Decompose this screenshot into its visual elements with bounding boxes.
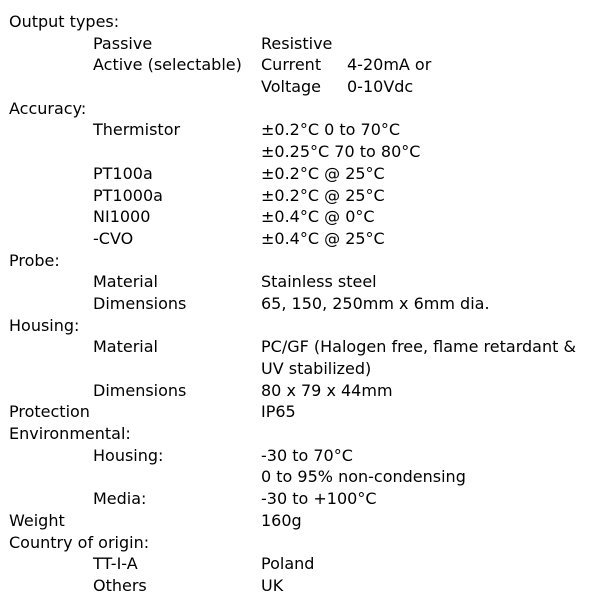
spec-label: PT100a: [93, 163, 153, 183]
spec-row: [9, 119, 594, 141]
spec-label: Thermistor: [93, 120, 181, 140]
spec-value: Poland: [261, 554, 315, 574]
spec-value: Stainless steel: [261, 272, 377, 292]
spec-value: 160g: [261, 510, 302, 530]
probe-heading: Probe:: [9, 250, 60, 270]
spec-value: 4-20mA or: [347, 55, 432, 75]
spec-row: [9, 358, 594, 380]
spec-section-heading: [9, 532, 594, 554]
spec-label: Dimensions: [93, 293, 187, 313]
housing-heading: Housing:: [9, 315, 80, 335]
spec-label: TT-I-A: [93, 554, 138, 574]
spec-sheet: [9, 11, 594, 597]
spec-label: Housing:: [93, 445, 164, 465]
spec-section-heading: [9, 423, 594, 445]
spec-row: [9, 163, 594, 185]
protection-label: Protection: [9, 402, 90, 422]
spec-label: Dimensions: [93, 380, 187, 400]
spec-value: ±0.25°C 70 to 80°C: [261, 142, 421, 162]
spec-value: 65, 150, 250mm x 6mm dia.: [261, 293, 490, 313]
spec-section-heading: [9, 98, 594, 120]
spec-row: [9, 380, 594, 402]
spec-value: Resistive: [261, 33, 333, 53]
spec-row: [9, 575, 594, 597]
spec-value: -30 to 70°C: [261, 445, 353, 465]
spec-label: Material: [93, 337, 158, 357]
spec-row: [9, 76, 594, 98]
environmental-heading: Environmental:: [9, 424, 131, 444]
spec-value: UK: [261, 575, 284, 595]
accuracy-heading: Accuracy:: [9, 98, 87, 118]
spec-label: PT1000a: [93, 185, 163, 205]
spec-sublabel: Voltage: [261, 77, 322, 97]
spec-row: [9, 553, 594, 575]
spec-row: [9, 510, 594, 532]
spec-value: ±0.2°C @ 25°C: [261, 185, 385, 205]
country-of-origin-heading: Country of origin:: [9, 532, 150, 552]
spec-section-heading: [9, 11, 594, 33]
spec-sublabel: Current: [261, 55, 322, 75]
spec-value: PC/GF (Halogen free, flame retardant &: [261, 337, 576, 357]
spec-row: [9, 445, 594, 467]
spec-value: -30 to +100°C: [261, 489, 377, 509]
spec-label: Media:: [93, 489, 147, 509]
spec-row: [9, 466, 594, 488]
spec-row: [9, 33, 594, 55]
spec-row: [9, 271, 594, 293]
spec-label: Material: [93, 272, 158, 292]
spec-row: [9, 141, 594, 163]
spec-row: [9, 185, 594, 207]
spec-row: [9, 336, 594, 358]
spec-row: [9, 293, 594, 315]
spec-row: [9, 228, 594, 250]
spec-section-heading: [9, 250, 594, 272]
spec-row: [9, 54, 594, 76]
spec-value: 0 to 95% non-condensing: [261, 467, 466, 487]
spec-row: [9, 401, 594, 423]
spec-value: 0-10Vdc: [347, 77, 414, 97]
weight-label: Weight: [9, 510, 65, 530]
spec-section-heading: [9, 315, 594, 337]
spec-label: Passive: [93, 33, 153, 53]
spec-value: 80 x 79 x 44mm: [261, 380, 393, 400]
spec-value: ±0.2°C @ 25°C: [261, 163, 385, 183]
spec-row: [9, 488, 594, 510]
output-types-heading: Output types:: [9, 12, 120, 31]
spec-label: Others: [93, 575, 147, 595]
spec-value: UV stabilized): [261, 359, 372, 378]
spec-value: ±0.4°C @ 25°C: [261, 228, 385, 248]
spec-value: IP65: [261, 402, 296, 422]
spec-row: [9, 206, 594, 228]
spec-label: Active (selectable): [93, 55, 242, 75]
spec-label: NI1000: [93, 207, 151, 227]
spec-value: ±0.4°C @ 0°C: [261, 207, 375, 227]
spec-label: -CVO: [93, 228, 134, 248]
spec-value: ±0.2°C 0 to 70°C: [261, 120, 401, 140]
